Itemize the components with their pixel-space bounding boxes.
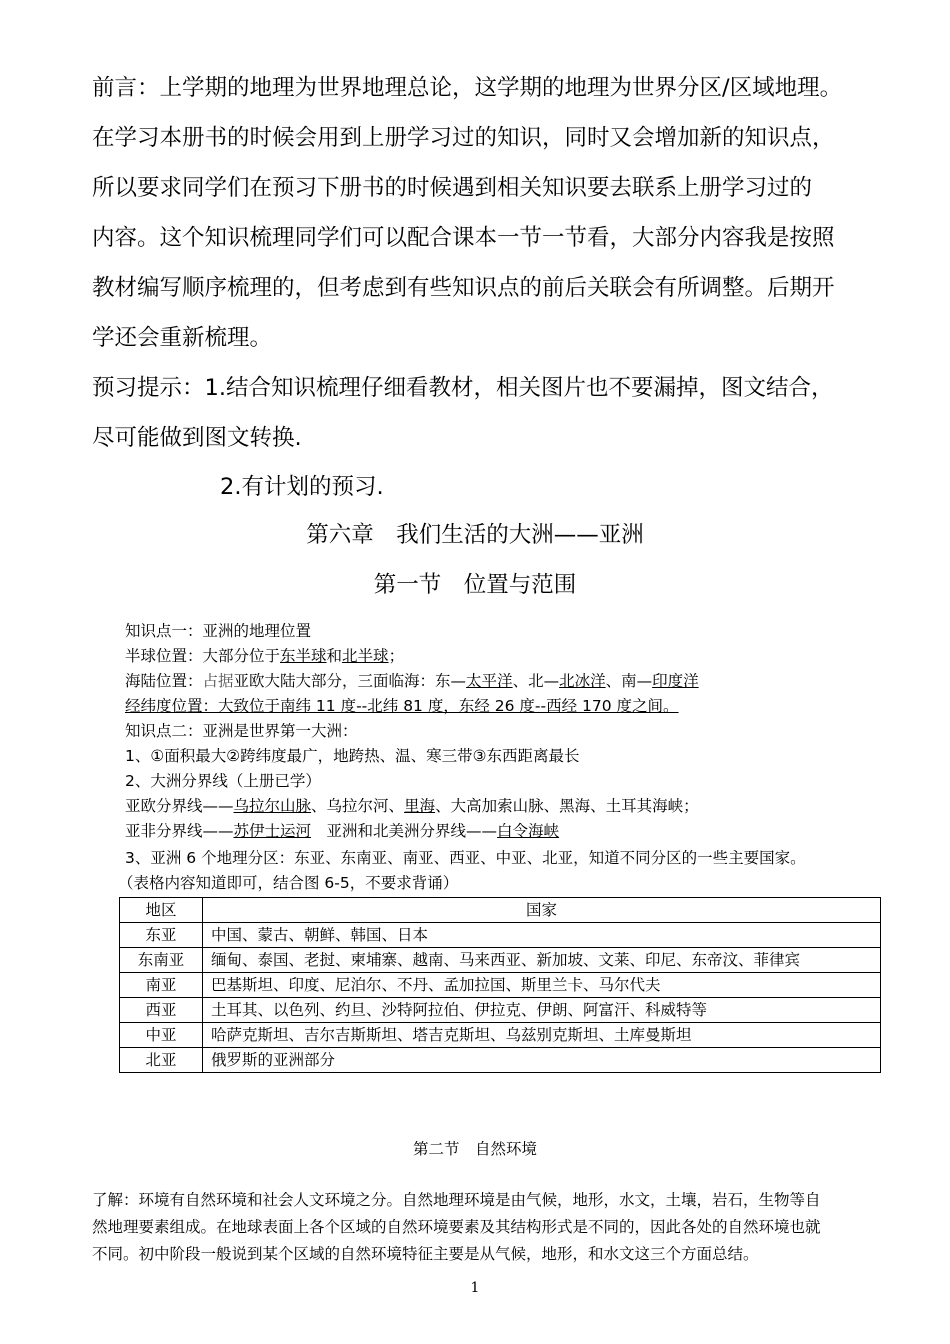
- euro-mid: 、乌拉尔河、: [311, 797, 405, 815]
- asia-europe-boundary: [125, 795, 699, 817]
- caspian-sea: 里海: [404, 797, 436, 815]
- countries-cell: 俄罗斯的亚洲部分: [203, 1048, 881, 1073]
- knowledge-point-1-title: 知识点一：亚洲的地理位置: [125, 622, 312, 640]
- intro-line: 在学习本册书的时候会用到上册学习过的知识，同时又会增加新的知识点，: [92, 125, 835, 151]
- intro-tip-2: 2.有计划的预习.: [220, 474, 384, 500]
- region-cell: 中亚: [120, 1023, 203, 1048]
- table-note: （表格内容知道即可，结合图 6-5，不要求背诵）: [118, 874, 459, 892]
- intro-line: 所以要求同学们在预习下册书的时候遇到相关知识要去联系上册学习过的: [92, 175, 813, 201]
- table-row: [120, 1023, 881, 1048]
- landsea-sep-2: 、南—: [605, 672, 653, 690]
- asia-regions-table: [119, 897, 881, 1073]
- kp2-item-3: 3、亚洲 6 个地理分区：东亚、东南亚、南亚、西亚、中亚、北亚，知道不同分区的一些主要国家。: [125, 849, 806, 867]
- region-cell: 东南亚: [120, 948, 203, 973]
- afro-prefix: 亚非分界线——: [125, 822, 234, 840]
- hemisphere-and: 和: [326, 647, 343, 665]
- hemisphere-prefix: 半球位置：大部分位于: [125, 647, 281, 665]
- region-cell: 南亚: [120, 973, 203, 998]
- table-header-row: [120, 898, 881, 923]
- kp2-item-1: 1、①面积最大②跨纬度最广，地跨热、温、寒三带③东西距离最长: [125, 747, 580, 765]
- intro-line: 内容。这个知识梳理同学们可以配合课本一节一节看，大部分内容我是按照: [92, 225, 835, 251]
- suez-canal: 苏伊士运河: [233, 822, 312, 840]
- section-2-line: 不同。初中阶段一般说到某个区域的自然环境特征主要是从气候，地形，和水文这三个方面总结。: [92, 1245, 759, 1263]
- landsea-text: 亚欧大陆大部分，三面临海：东—: [233, 672, 467, 690]
- hemisphere-end: ；: [388, 647, 405, 665]
- intro-line: 前言：上学期的地理为世界地理总论，这学期的地理为世界分区/区域地理。: [92, 75, 843, 101]
- section-2-title: 第二节 自然环境: [412, 1140, 537, 1158]
- landsea-occupy: 占据: [202, 672, 234, 690]
- east-hemisphere: 东半球: [280, 647, 327, 665]
- euro-rest: 、大高加索山脉、黑海、土耳其海峡；: [435, 797, 699, 815]
- countries-cell: 土耳其、以色列、约旦、沙特阿拉伯、伊拉克、伊朗、阿富汗、科威特等: [203, 998, 881, 1023]
- lat-lon-position: 经纬度位置：大致位于南纬 11 度--北纬 81 度，东经 26 度--西经 170 度之间。: [125, 697, 679, 715]
- table-row: [120, 923, 881, 948]
- hemisphere-position: [125, 645, 404, 667]
- euro-prefix: 亚欧分界线——: [125, 797, 234, 815]
- landsea-prefix: 海陆位置：: [125, 672, 203, 690]
- countries-cell: 巴基斯坦、印度、尼泊尔、不丹、孟加拉国、斯里兰卡、马尔代夫: [203, 973, 881, 998]
- arctic-ocean: 北冰洋: [559, 672, 606, 690]
- region-cell: 东亚: [120, 923, 203, 948]
- intro-line: 预习提示：1.结合知识梳理仔细看教材，相关图片也不要漏掉，图文结合，: [92, 375, 834, 401]
- intro-line: 教材编写顺序梳理的，但考虑到有些知识点的前后关联会有所调整。后期开: [92, 275, 835, 301]
- section-title: 第一节 位置与范围: [373, 572, 577, 598]
- north-hemisphere: 北半球: [342, 647, 389, 665]
- table-row: [120, 973, 881, 998]
- intro-line: 尽可能做到图文转换.: [92, 425, 302, 451]
- section-2-line: 然地理要素组成。在地球表面上各个区域的自然环境要素及其结构形式是不同的，因此各处的自然环境也就: [92, 1218, 821, 1236]
- region-cell: 北亚: [120, 1048, 203, 1073]
- intro-line: 学还会重新梳理。: [92, 325, 273, 351]
- section-2-line: 了解：环境有自然环境和社会人文环境之分。自然地理环境是由气候，地形，水文，土壤，岩石，生物等自: [92, 1191, 821, 1209]
- kp2-item-2: 2、大洲分界线（上册已学）: [125, 772, 321, 790]
- knowledge-point-2-title: 知识点二：亚洲是世界第一大洲：: [125, 722, 358, 740]
- afro-mid: 亚洲和北美洲分界线——: [311, 822, 498, 840]
- ural-mountains: 乌拉尔山脉: [233, 797, 312, 815]
- page-number: 1: [470, 1280, 480, 1296]
- countries-cell: 中国、蒙古、朝鲜、韩国、日本: [203, 923, 881, 948]
- asia-africa-boundary: [125, 820, 559, 842]
- bering-strait: 白令海峡: [497, 822, 560, 840]
- table-row: [120, 948, 881, 973]
- pacific-ocean: 太平洋: [466, 672, 513, 690]
- land-sea-position: [125, 670, 699, 692]
- region-cell: 西亚: [120, 998, 203, 1023]
- table-row: [120, 1048, 881, 1073]
- header-countries: 国家: [203, 898, 881, 923]
- landsea-sep-1: 、北—: [512, 672, 560, 690]
- countries-cell: 哈萨克斯坦、吉尔吉斯斯坦、塔吉克斯坦、乌兹别克斯坦、土库曼斯坦: [203, 1023, 881, 1048]
- header-region: 地区: [120, 898, 203, 923]
- table-row: [120, 998, 881, 1023]
- countries-cell: 缅甸、泰国、老挝、柬埔寨、越南、马来西亚、新加坡、文莱、印尼、东帝汶、菲律宾: [203, 948, 881, 973]
- chapter-title: 第六章 我们生活的大洲——亚洲: [306, 522, 644, 548]
- indian-ocean: 印度洋: [652, 672, 699, 690]
